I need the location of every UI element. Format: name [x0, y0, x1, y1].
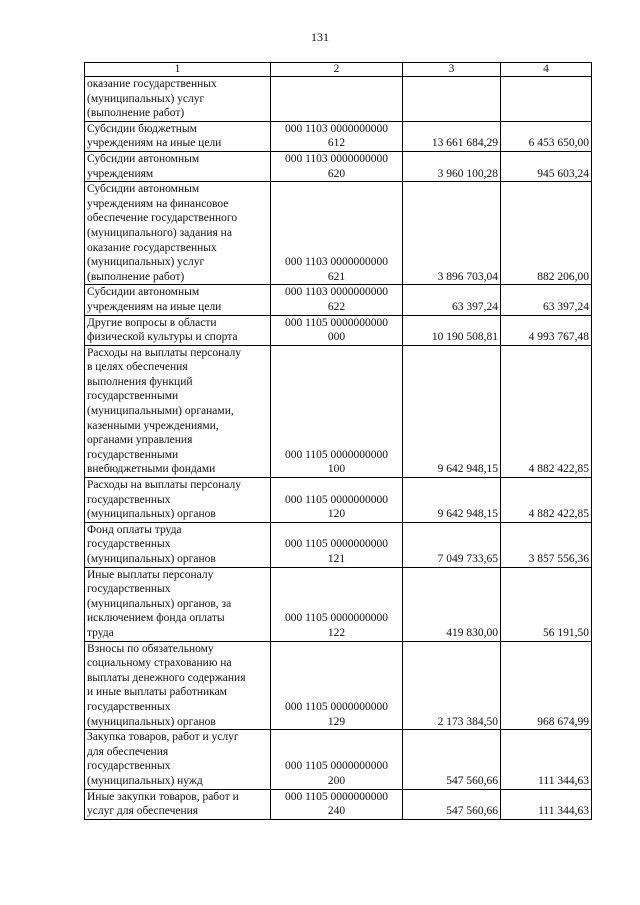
expense-item-name-line: труда — [87, 626, 114, 639]
budget-code-line: 129 — [327, 715, 346, 728]
budget-code-line: 000 1105 0000000000 — [284, 538, 389, 551]
expense-item-name-line: оказание государственных — [87, 241, 217, 254]
expense-item-name — [85, 77, 271, 122]
table-row — [85, 641, 592, 730]
expense-item-name — [85, 151, 271, 181]
expense-item-name-line: государственными — [87, 448, 179, 461]
expense-item-name — [85, 730, 271, 789]
expense-item-name-line: (муниципальных) услуг — [87, 256, 205, 269]
budget-classification-code — [271, 315, 403, 345]
expense-item-name-line: Расходы на выплаты персоналу — [87, 346, 241, 359]
expense-item-name-line: Иные закупки товаров, работ и — [87, 790, 239, 803]
expense-item-name-line: учреждениям на иные цели — [87, 137, 222, 150]
expense-item-name-line: выплаты денежного содержания — [87, 671, 246, 684]
column-header: 2 — [271, 63, 403, 77]
expense-item-name-line: и иные выплаты работникам — [87, 686, 227, 699]
budget-code-line: 000 1103 0000000000 — [284, 286, 389, 299]
expense-item-name — [85, 182, 271, 285]
budget-code-line: 000 1105 0000000000 — [284, 700, 389, 713]
budget-code-line: 000 1105 0000000000 — [284, 448, 389, 461]
expense-item-name-line: Другие вопросы в области — [87, 316, 217, 329]
budget-code-line: 621 — [327, 270, 346, 283]
table-row — [85, 315, 592, 345]
amount-column-4: 4 993 767,48 — [501, 315, 592, 345]
budget-code-line: 240 — [327, 805, 346, 818]
budget-classification-code — [271, 151, 403, 181]
amount-column-4: 111 344,63 — [501, 789, 592, 819]
budget-code-line: 000 — [327, 331, 346, 344]
budget-code-line: 000 1105 0000000000 — [284, 760, 389, 773]
expense-item-name-line: (муниципальными) органами, — [87, 405, 234, 418]
budget-classification-code — [271, 345, 403, 477]
budget-classification-code — [271, 567, 403, 641]
expense-item-name-line: государственных — [87, 760, 171, 773]
expense-item-name — [85, 641, 271, 730]
budget-code-line: 000 1103 0000000000 — [284, 122, 389, 135]
budget-classification-code — [271, 182, 403, 285]
expense-item-name-line: (выполнение работ) — [87, 270, 185, 283]
amount-column-4: 4 882 422,85 — [501, 478, 592, 523]
table-row — [85, 77, 592, 122]
amount-column-3: 547 560,66 — [403, 789, 501, 819]
expense-item-name-line: казенными учреждениями, — [87, 419, 219, 432]
amount-column-3 — [403, 77, 501, 122]
page-number: 131 — [311, 30, 329, 44]
expense-item-name-line: Расходы на выплаты персоналу — [87, 479, 241, 492]
table-row — [85, 182, 592, 285]
table-row — [85, 345, 592, 477]
table-body — [85, 77, 592, 820]
expense-item-name-line: оказание государственных — [87, 78, 217, 90]
expense-item-name-line: государственных — [87, 700, 171, 713]
table-row — [85, 730, 592, 789]
budget-classification-code — [271, 285, 403, 315]
expense-item-name-line: органами управления — [87, 434, 193, 447]
budget-table — [84, 62, 592, 820]
column-header: 4 — [501, 63, 592, 77]
budget-code-line: 612 — [327, 137, 346, 150]
expense-item-name-line: Субсидии бюджетным — [87, 122, 197, 135]
amount-column-4: 6 453 650,00 — [501, 121, 592, 151]
amount-column-4: 63 397,24 — [501, 285, 592, 315]
expense-item-name-line: государственных — [87, 583, 171, 596]
budget-code-line: 000 1105 0000000000 — [284, 316, 389, 329]
expense-item-name-line: в целях обеспечения — [87, 361, 188, 374]
expense-item-name-line: (муниципальных) органов, за — [87, 597, 232, 610]
expense-item-name-line: (муниципальных) органов — [87, 553, 216, 565]
amount-column-4: 4 882 422,85 — [501, 345, 592, 477]
expense-item-name-line: Закупка товаров, работ и услуг — [87, 731, 239, 744]
expense-item-name-line: социальному страхованию на — [87, 657, 232, 670]
column-header: 3 — [403, 63, 501, 77]
budget-code-line: 100 — [327, 463, 346, 476]
expense-item-name-line: Субсидии автономным — [87, 152, 200, 165]
expense-item-name-line: (муниципальных) нужд — [87, 774, 203, 787]
expense-item-name-line: Субсидии автономным — [87, 286, 200, 299]
expense-item-name-line: (муниципальных) услуг — [87, 92, 205, 105]
expense-item-name-line: государственных — [87, 538, 171, 551]
amount-column-4: 3 857 556,36 — [501, 522, 592, 567]
budget-code-line: 000 1105 0000000000 — [284, 612, 389, 625]
budget-code-line: 200 — [327, 774, 346, 787]
expense-item-name-line: внебюджетными фондами — [87, 463, 216, 476]
expense-item-name-line: Субсидии автономным — [87, 183, 200, 196]
amount-column-4: 968 674,99 — [501, 641, 592, 730]
amount-column-3: 13 661 684,29 — [403, 121, 501, 151]
amount-column-3: 3 960 100,28 — [403, 151, 501, 181]
expense-item-name — [85, 345, 271, 477]
budget-code-line: 000 1103 0000000000 — [284, 256, 389, 269]
expense-item-name-line: учреждениям на финансовое — [87, 197, 229, 210]
table-row — [85, 151, 592, 181]
budget-code-line: 000 1103 0000000000 — [284, 152, 389, 165]
expense-item-name-line: услуг для обеспечения — [87, 805, 199, 818]
amount-column-3: 3 896 703,04 — [403, 182, 501, 285]
expense-item-name-line: Взносы по обязательному — [87, 642, 214, 655]
table-row — [85, 567, 592, 641]
expense-item-name-line: для обеспечения — [87, 745, 169, 758]
budget-code-line: 121 — [327, 553, 346, 565]
budget-classification-code — [271, 641, 403, 730]
amount-column-4: 945 603,24 — [501, 151, 592, 181]
expense-item-name — [85, 522, 271, 567]
amount-column-3: 10 190 508,81 — [403, 315, 501, 345]
expense-item-name — [85, 315, 271, 345]
budget-classification-code — [271, 789, 403, 819]
expense-item-name-line: выполнения функций — [87, 375, 193, 388]
budget-classification-code — [271, 121, 403, 151]
amount-column-3: 9 642 948,15 — [403, 345, 501, 477]
table-row — [85, 285, 592, 315]
table-row — [85, 478, 592, 523]
budget-code-line: 120 — [327, 508, 346, 521]
budget-classification-code — [271, 77, 403, 122]
amount-column-4: 56 191,50 — [501, 567, 592, 641]
budget-classification-code — [271, 522, 403, 567]
amount-column-3: 547 560,66 — [403, 730, 501, 789]
expense-item-name-line: государственных — [87, 493, 171, 506]
expense-item-name-line: учреждениям на иные цели — [87, 300, 222, 313]
amount-column-4: 882 206,00 — [501, 182, 592, 285]
expense-item-name-line: физической культуры и спорта — [87, 331, 238, 344]
expense-item-name-line: Иные выплаты персоналу — [87, 568, 214, 581]
amount-column-3: 7 049 733,65 — [403, 522, 501, 567]
budget-code-line: 000 1105 0000000000 — [284, 493, 389, 506]
budget-classification-code — [271, 730, 403, 789]
column-header: 1 — [85, 63, 271, 77]
budget-code-line: 000 1105 0000000000 — [284, 790, 389, 803]
expense-item-name-line: государственными — [87, 390, 179, 403]
table-header-row — [85, 63, 592, 77]
amount-column-4: 111 344,63 — [501, 730, 592, 789]
expense-item-name — [85, 285, 271, 315]
expense-item-name — [85, 789, 271, 819]
budget-code-line: 122 — [327, 626, 346, 639]
expense-item-name-line: обеспечение государственного — [87, 212, 238, 225]
expense-item-name-line: (муниципальных) органов — [87, 715, 216, 728]
table-row — [85, 522, 592, 567]
expense-item-name-line: (выполнение работ) — [87, 107, 185, 120]
amount-column-3: 2 173 384,50 — [403, 641, 501, 730]
expense-item-name-line: Фонд оплаты труда — [87, 523, 182, 536]
expense-item-name-line: учреждениям — [87, 167, 154, 180]
expense-item-name — [85, 567, 271, 641]
expense-item-name — [85, 121, 271, 151]
budget-code-line: 620 — [327, 167, 346, 180]
amount-column-4 — [501, 77, 592, 122]
expense-item-name-line: (муниципальных) органов — [87, 508, 216, 521]
budget-classification-code — [271, 478, 403, 523]
expense-item-name-line: исключением фонда оплаты — [87, 612, 225, 625]
amount-column-3: 63 397,24 — [403, 285, 501, 315]
table-row — [85, 789, 592, 819]
expense-item-name — [85, 478, 271, 523]
expense-item-name-line: (муниципального) задания на — [87, 226, 232, 239]
amount-column-3: 9 642 948,15 — [403, 478, 501, 523]
budget-code-line: 622 — [327, 300, 346, 313]
amount-column-3: 419 830,00 — [403, 567, 501, 641]
table-row — [85, 121, 592, 151]
